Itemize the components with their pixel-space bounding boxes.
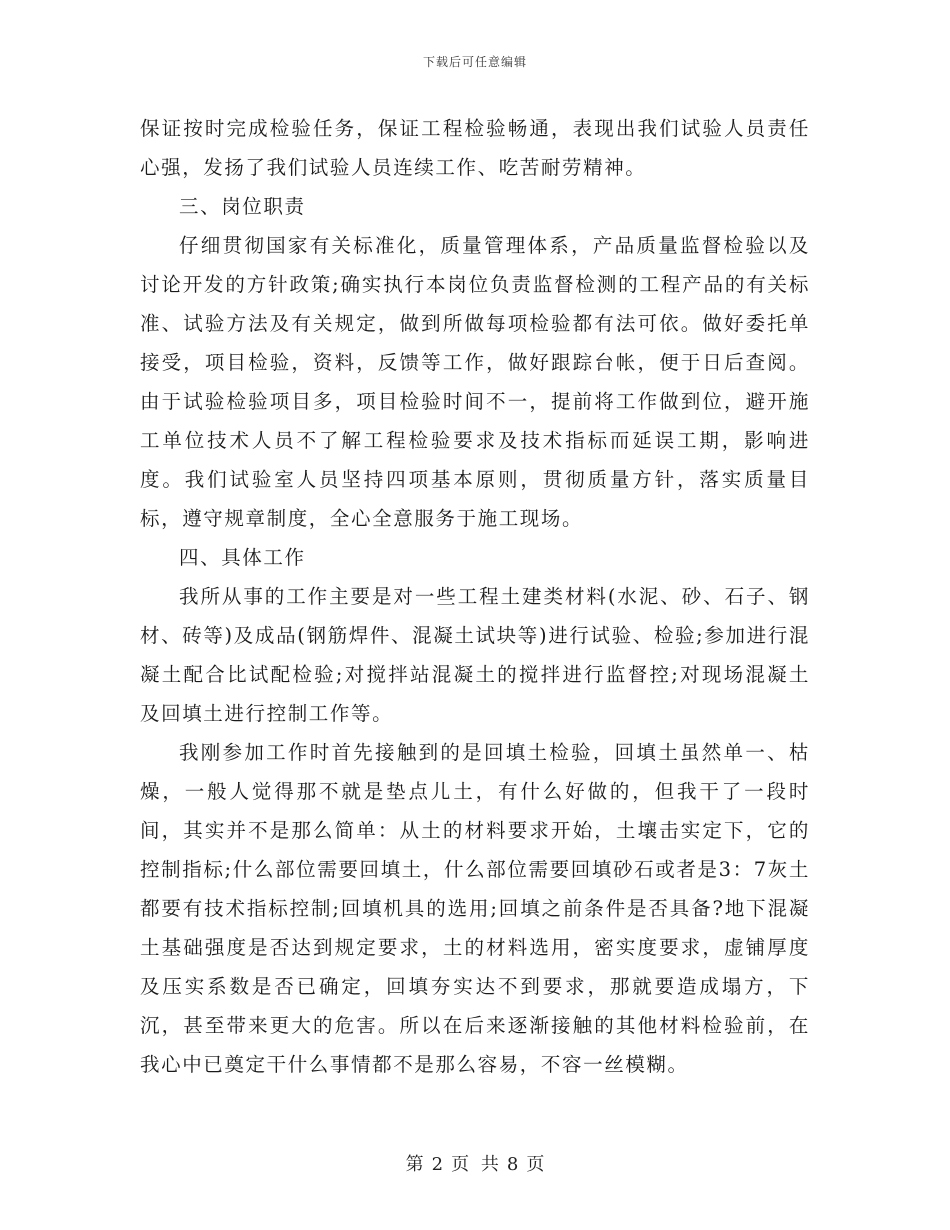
page-footer [0, 1150, 950, 1176]
paragraph: 我所从事的工作主要是对一些工程土建类材料(水泥、砂、石子、钢材、砖等)及成品(钢筋焊件、混凝土试块等)进行试验、检验;参加进行混凝土配合比试配检验;对搅拌站混凝土的搅拌进行监督控;对现场混凝土及回填土进行控制工作等。 [140, 585, 810, 725]
paragraph: 我刚参加工作时首先接触到的是回填土检验，回填土虽然单一、枯燥，一般人觉得那不就是垫点儿土，有什么好做的，但我干了一段时间，其实并不是那么简单：从土的材料要求开始，土壤击实定下，它的控制指标;什么部位需要回填土，什么部位需要回填砂石或者是3：7灰土都要有技术指标控制;回填机具的选用;回填之前条件是否具备?地下混凝土基础强度是否达到规定要求，土的材料选用，密实度要求，虚铺厚度及压实系数是否已确定，回填夯实达不到要求，那就要造成塌方，下沉，甚至带来更大的危害。所以在后来逐渐接触的其他材料检验前，在我心中已奠定干什么事情都不是那么容易，不容一丝模糊。 [140, 741, 810, 1076]
paragraph: 保证按时完成检验任务，保证工程检验畅通，表现出我们试验人员责任心强，发扬了我们试验人员连续工作、吃苦耐劳精神。 [140, 117, 810, 179]
paragraph: 仔细贯彻国家有关标准化，质量管理体系，产品质量监督检验以及讨论开发的方针政策;确实执行本岗位负责监督检测的工程产品的有关标准、试验方法及有关规定，做到所做每项检验都有法可依。做好委托单接受，项目检验，资料，反馈等工作，做好跟踪台帐，便于日后查阅。由于试验检验项目多，项目检验时间不一，提前将工作做到位，避开施工单位技术人员不了解工程检验要求及技术指标而延误工期，影响进度。我们试验室人员坚持四项基本原则，贯彻质量方针，落实质量目标，遵守规章制度，全心全意服务于施工现场。 [140, 234, 810, 530]
footer-suffix: 页 [526, 1154, 545, 1175]
document-body [140, 109, 810, 1084]
page-header: 下载后可任意编辑 [422, 55, 527, 69]
page-number: 2 [431, 1154, 444, 1175]
section-heading: 三、岗位职责 [179, 195, 306, 218]
page-total: 8 [506, 1154, 519, 1175]
footer-middle: 页 共 [451, 1154, 499, 1175]
section-heading: 四、具体工作 [179, 546, 306, 569]
footer-prefix: 第 [405, 1154, 424, 1175]
